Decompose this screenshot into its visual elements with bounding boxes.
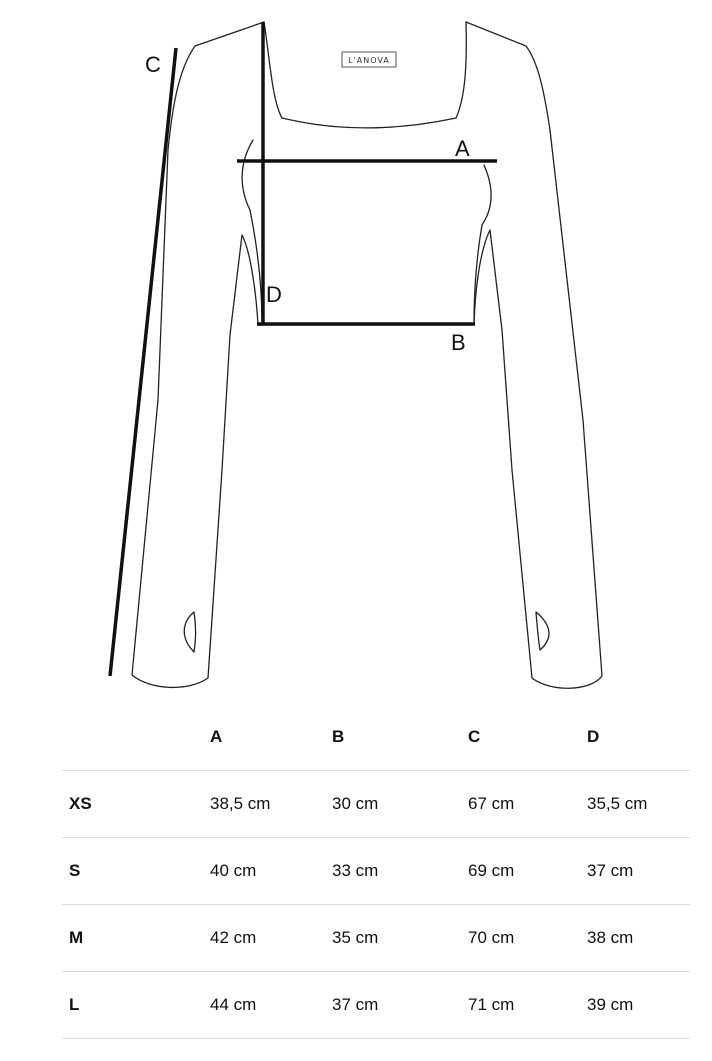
label-a: A: [455, 136, 470, 161]
measure-c: 69 cm: [468, 838, 587, 905]
header-b: B: [332, 727, 345, 746]
measure-d: 37 cm: [587, 838, 690, 905]
table-header-row: [62, 704, 690, 771]
measure-b: 33 cm: [332, 838, 468, 905]
measure-b: 35 cm: [332, 905, 468, 972]
measure-c: 67 cm: [468, 771, 587, 838]
header-size: [62, 704, 210, 771]
measure-b: 30 cm: [332, 771, 468, 838]
left-thumbhole: [184, 612, 195, 652]
neckline: [264, 22, 466, 128]
table-row: [62, 771, 690, 838]
table-row: [62, 838, 690, 905]
measure-c: 70 cm: [468, 905, 587, 972]
brand-tag-text: L'ANOVA: [348, 56, 390, 65]
label-c: C: [145, 52, 161, 77]
measure-c: 71 cm: [468, 972, 587, 1039]
measure-d: 39 cm: [587, 972, 690, 1039]
size-name: S: [62, 838, 210, 905]
right-armhole: [482, 165, 491, 225]
label-d: D: [266, 282, 282, 307]
measure-d: 38 cm: [587, 905, 690, 972]
table-row: [62, 972, 690, 1039]
size-name: L: [62, 972, 210, 1039]
right-thumbhole: [536, 612, 549, 650]
measure-a: 44 cm: [210, 972, 332, 1039]
table-row: [62, 905, 690, 972]
measure-a: 40 cm: [210, 838, 332, 905]
header-a: A: [210, 727, 223, 746]
header-c: C: [468, 727, 481, 746]
size-name: M: [62, 905, 210, 972]
measure-a: 42 cm: [210, 905, 332, 972]
left-armhole: [242, 140, 253, 210]
top-outline: [132, 22, 602, 688]
header-d: D: [587, 727, 600, 746]
measure-a: 38,5 cm: [210, 771, 332, 838]
measure-d: 35,5 cm: [587, 771, 690, 838]
measure-b: 37 cm: [332, 972, 468, 1039]
label-b: B: [451, 330, 466, 355]
size-table: [62, 704, 690, 1039]
measure-line-c: [110, 48, 176, 676]
size-name: XS: [62, 771, 210, 838]
